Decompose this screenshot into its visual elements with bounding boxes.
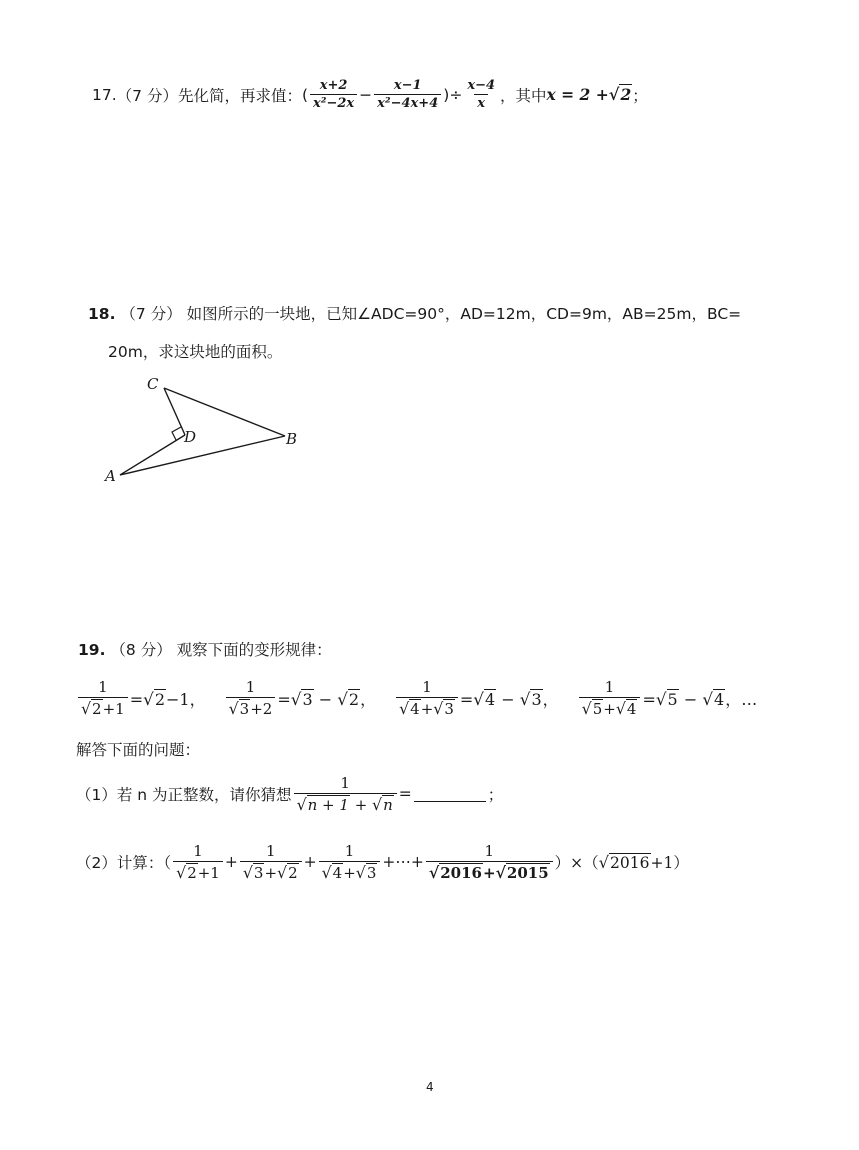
example-2-fraction: $\frac{1}{√3+2}$ — [226, 678, 276, 718]
part2-term-2: $\frac{1}{√3+√2}$ — [240, 842, 302, 882]
label-C: C — [147, 375, 159, 393]
q18 — [88, 302, 741, 324]
q18-figure — [95, 368, 315, 488]
q19-examples — [76, 678, 757, 718]
example-3-fraction: $\frac{1}{√4+√3}$ — [396, 678, 458, 718]
q17-points: （7 分） — [116, 86, 178, 105]
example-4-fraction: $\frac{1}{√5+√4}$ — [579, 678, 641, 718]
page-number: 4 — [426, 1080, 434, 1094]
q17-fraction-3: $\frac{x-4}{x}$ — [467, 78, 496, 111]
label-D: D — [184, 428, 197, 446]
part2-label: （2） — [76, 854, 117, 872]
example-1-rhs: =√2−1， — [129, 688, 206, 709]
q18-line2: 20m，求这块地的面积。 — [108, 343, 283, 361]
part2-term-last: $\frac{1}{√2016+√2015}$ — [426, 842, 553, 882]
q19-number: 19. — [78, 641, 106, 659]
q17: 17. （7 分） 先化简，再求值： ( $\frac{x+2}{\text{x²−2x}}$ − $\frac{x-1}{\text{x²−4x+4}}$ ) ÷ $\frac{x-4}{x}$ ，其中 x = 2 + √2 ； — [92, 78, 648, 111]
example-1-fraction: $\frac{1}{√2+1}$ — [78, 678, 128, 718]
part2-term-3: $\frac{1}{√4+√3}$ — [319, 842, 381, 882]
part2-text: 计算：（ — [116, 854, 172, 872]
edge-AB — [120, 436, 285, 475]
q17-value: x = 2 + — [546, 85, 609, 104]
label-B: B — [286, 430, 298, 448]
q17-radical: √2 — [608, 85, 632, 104]
q19-part2: （2） 计算：（ $\frac{1}{√2+1}$ + $\frac{1}{√3+√2}$ + $\frac{1}{√4+√3}$ +⋯+ $\frac{1}{√2016+√2015}$ ）×（ √2016 +1） — [76, 842, 689, 882]
example-2-rhs: =√3 − √2， — [277, 688, 377, 709]
part2-term-1: $\frac{1}{√2+1}$ — [173, 842, 223, 882]
q18-number: 18. — [88, 305, 116, 323]
part1-answer-blank[interactable] — [414, 787, 486, 802]
part1-fraction: $\frac{1}{√n + 1 + √n}$ — [294, 774, 397, 814]
q17-text: 先化简，再求值： — [177, 86, 302, 105]
example-4-rhs: =√5 − √4，… — [642, 688, 758, 709]
q17-fraction-1: $\frac{x+2}{\text{x²−2x}}$ — [310, 78, 357, 111]
q17-fraction-2: $\frac{x-1}{\text{x²−4x+4}}$ — [374, 78, 441, 111]
part1-text: 若 n 为正整数，请你猜想 — [116, 786, 292, 804]
edge-AD — [120, 435, 185, 475]
q19 — [78, 638, 332, 660]
part2-radical: √2016 — [598, 852, 650, 872]
part1-label: （1） — [76, 786, 117, 804]
q19-text: 观察下面的变形规律： — [176, 641, 332, 659]
q18-points: （7 分） — [120, 305, 182, 323]
q17-number: 17. — [92, 85, 117, 104]
label-A: A — [105, 467, 116, 485]
example-3-rhs: =√4 − √3， — [459, 688, 559, 709]
q18-text: 如图所示的一块地，已知∠ADC=90°，AD=12m，CD=9m，AB=25m，BC= — [186, 305, 742, 323]
q19-part1: （1） 若 n 为正整数，请你猜想 $\frac{1}{√n + 1 + √n}$ = ； — [76, 774, 504, 814]
q19-answer-intro: 解答下面的问题： — [76, 741, 201, 759]
q19-points: （8 分） — [110, 641, 172, 659]
